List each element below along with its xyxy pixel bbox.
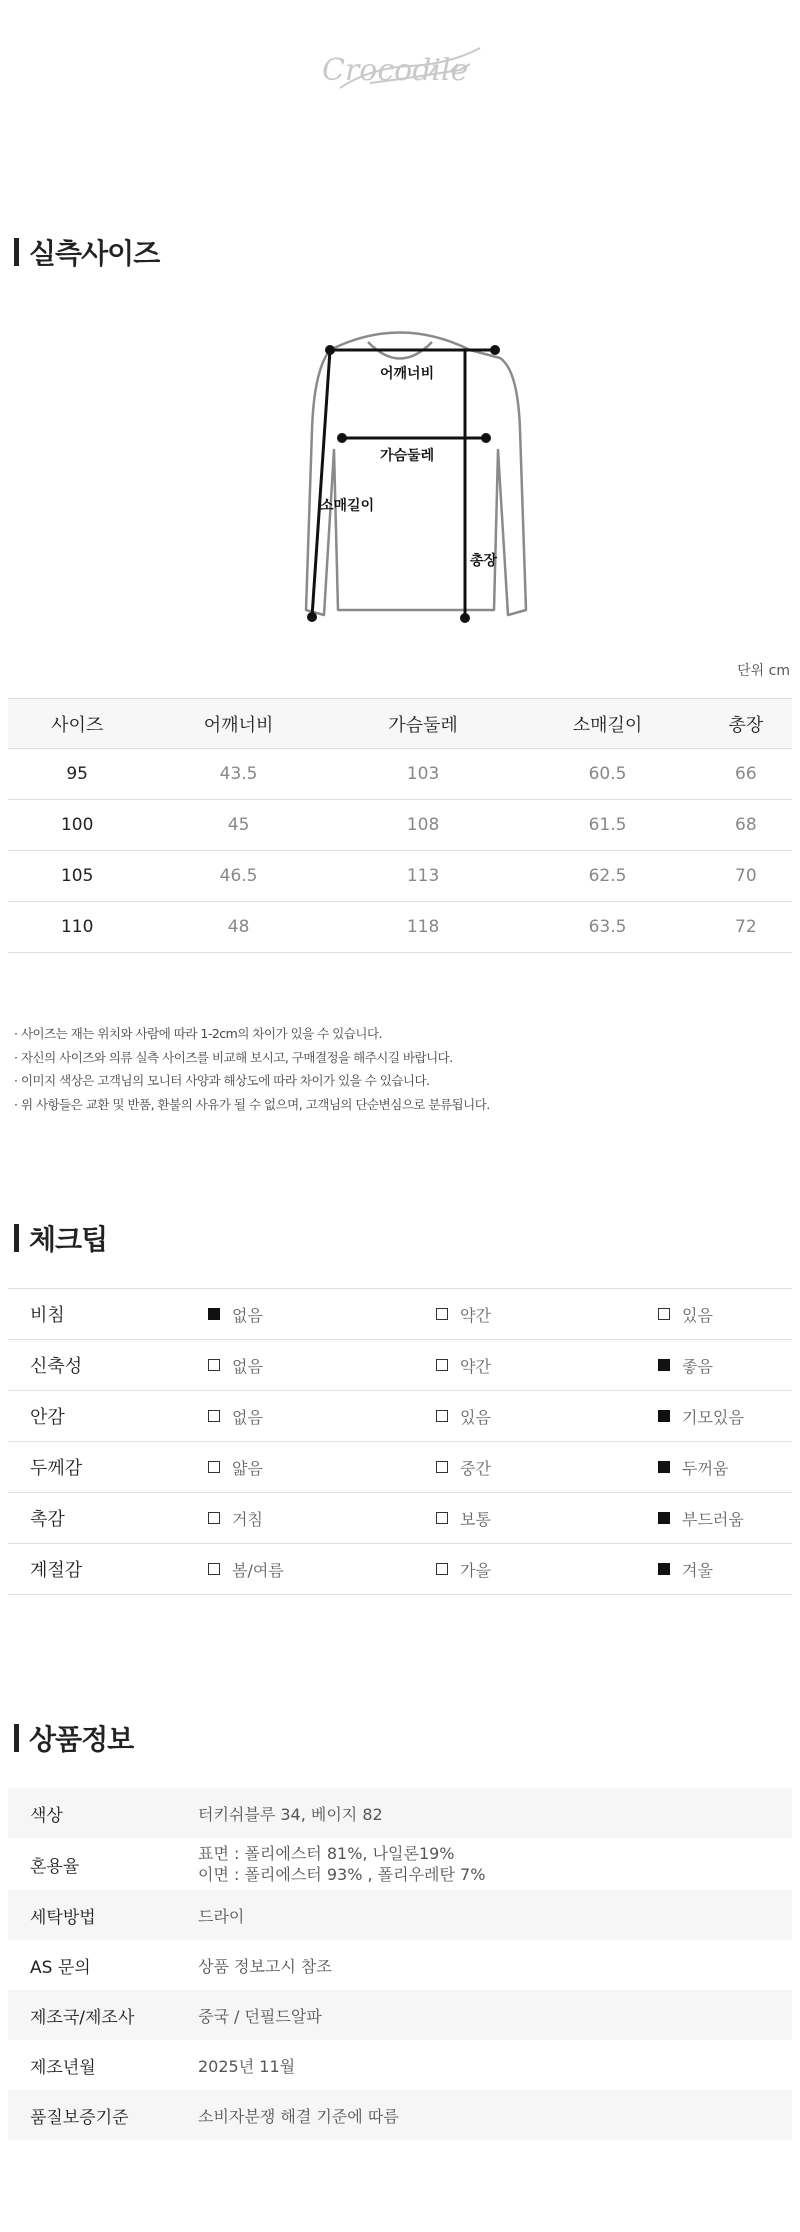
logo-text: Crocodile: [322, 53, 469, 88]
header-shoulder: 어깨너비: [146, 699, 330, 749]
cell: 63.5: [515, 902, 699, 953]
cell: 62.5: [515, 851, 699, 902]
checktip-option-label: 부드러움: [682, 1509, 744, 1529]
checktip-option: [436, 1405, 491, 1428]
note-line: · 사이즈는 재는 위치와 사람에 따라 1-2cm의 차이가 있을 수 있습니다.: [14, 1026, 383, 1041]
unchecked-box-icon: [436, 1410, 448, 1422]
info-value: 드라이: [198, 1890, 792, 1940]
info-value: 2025년 11월: [198, 2056, 296, 2076]
checktip-option-label: 중간: [460, 1458, 491, 1478]
cell: 100: [8, 800, 146, 851]
cell: 70: [700, 851, 792, 902]
checktip-option-cell: [658, 1289, 792, 1340]
checktip-row: [8, 1442, 792, 1493]
cell: 105: [8, 851, 146, 902]
checked-box-icon: [658, 1563, 670, 1575]
checktip-option-cell: [658, 1442, 792, 1493]
checktip-row: [8, 1544, 792, 1595]
checktip-option-cell: [436, 1493, 658, 1544]
checktip-option-label: 약간: [460, 1305, 491, 1325]
cell: 110: [8, 902, 146, 953]
measure-title: [14, 232, 159, 272]
checktip-option-cell: [658, 1340, 792, 1391]
checktip-row: [8, 1493, 792, 1544]
size-header-row: [8, 699, 792, 749]
checktip-option-cell: [658, 1493, 792, 1544]
label-shoulder: 어깨너비: [380, 366, 435, 382]
checktip-label: 계절감: [8, 1544, 208, 1595]
checktip-label: 안감: [8, 1391, 208, 1442]
info-row-color: [8, 1788, 792, 1838]
info-value-line: 표면 : 폴리에스터 81%, 나일론19%: [198, 1844, 455, 1863]
checked-box-icon: [658, 1359, 670, 1371]
info-label: 세탁방법: [8, 1890, 198, 1940]
cell: 118: [331, 902, 515, 953]
info-title: [14, 1718, 133, 1758]
table-row: [8, 902, 792, 953]
checktip-option: [658, 1405, 744, 1428]
info-value: 터키쉬블루 34, 베이지 82: [198, 1788, 792, 1838]
header-size: 사이즈: [8, 699, 146, 749]
info-label: 제조국/제조사: [8, 1990, 198, 2040]
label-sleeve: 소매길이: [320, 498, 375, 514]
title-bar: [14, 238, 19, 266]
info-row-date: [8, 2040, 792, 2090]
info-value: 소비자분쟁 해결 기준에 따름: [198, 2090, 792, 2140]
cell: 108: [331, 800, 515, 851]
checktip-option-label: 없음: [232, 1305, 263, 1325]
cell: 48: [146, 902, 330, 953]
checktip-option: [436, 1354, 491, 1377]
checktip-option-cell: [436, 1391, 658, 1442]
checktip-option-label: 약간: [460, 1356, 491, 1376]
checktip-option-label: 없음: [232, 1356, 263, 1376]
unchecked-box-icon: [436, 1563, 448, 1575]
unchecked-box-icon: [436, 1512, 448, 1524]
unchecked-box-icon: [208, 1512, 220, 1524]
cell: 95: [8, 749, 146, 800]
table-row: [8, 800, 792, 851]
checktip-option: [208, 1405, 263, 1428]
cell: 103: [331, 749, 515, 800]
checktip-option: [208, 1354, 263, 1377]
checktip-option-label: 좋음: [682, 1356, 713, 1376]
checktip-table: [8, 1288, 792, 1595]
checktip-option: [436, 1456, 491, 1479]
cell: 68: [700, 800, 792, 851]
info-value: [198, 1838, 792, 1890]
checktip-option: [658, 1456, 728, 1479]
checktip-option-cell: [208, 1340, 436, 1391]
checktip-option-label: 보통: [460, 1509, 491, 1529]
label-length: 총장: [470, 553, 498, 569]
checktip-row: [8, 1340, 792, 1391]
title-bar: [14, 1724, 19, 1752]
unchecked-box-icon: [208, 1563, 220, 1575]
checktip-option: [658, 1507, 744, 1530]
checktip-option-label: 있음: [682, 1305, 713, 1325]
cell: 60.5: [515, 749, 699, 800]
unchecked-box-icon: [208, 1410, 220, 1422]
header-length: 총장: [700, 699, 792, 749]
checktip-option-label: 기모있음: [682, 1407, 744, 1427]
info-value-line: 이면 : 폴리에스터 93% , 폴리우레탄 7%: [198, 1865, 486, 1884]
checktip-label: 촉감: [8, 1493, 208, 1544]
checktip-title: [14, 1218, 107, 1258]
info-label: 혼용율: [30, 1856, 80, 1877]
unchecked-box-icon: [208, 1359, 220, 1371]
checktip-option-cell: [208, 1493, 436, 1544]
checktip-option-label: 있음: [460, 1407, 491, 1427]
table-row: [8, 749, 792, 800]
checktip-option: [208, 1303, 263, 1326]
checktip-option-label: 없음: [232, 1407, 263, 1427]
checktip-option-label: 거침: [232, 1509, 263, 1529]
cell: 45: [146, 800, 330, 851]
note-line: · 위 사항들은 교환 및 반품, 환불의 사유가 될 수 없으며, 고객님의 단순변심으로 분류됩니다.: [14, 1096, 490, 1112]
size-table: [8, 698, 792, 953]
info-label: AS 문의: [30, 1957, 91, 1978]
info-row-composition: [8, 1838, 792, 1890]
checked-box-icon: [658, 1461, 670, 1473]
checktip-option-label: 겨울: [682, 1560, 713, 1580]
cell: 66: [700, 749, 792, 800]
checktip-option-label: 가을: [460, 1560, 491, 1580]
info-value: 중국 / 던필드알파: [198, 1990, 792, 2040]
title-bar: [14, 1224, 19, 1252]
checktip-option-cell: [436, 1544, 658, 1595]
note-line: · 자신의 사이즈와 의류 실측 사이즈를 비교해 보시고, 구매결정을 해주시길 바랍니다.: [14, 1049, 453, 1065]
checked-box-icon: [208, 1308, 220, 1320]
checktip-option: [208, 1507, 263, 1530]
checktip-option: [436, 1303, 491, 1326]
info-row-as: [8, 1940, 792, 1990]
crocodile-logo: [310, 28, 490, 108]
checktip-label: 비침: [8, 1289, 208, 1340]
tshirt-diagram: [250, 320, 550, 630]
info-title-text: 상품정보: [29, 1723, 134, 1756]
checktip-label: 신축성: [8, 1340, 208, 1391]
checked-box-icon: [658, 1410, 670, 1422]
unchecked-box-icon: [658, 1308, 670, 1320]
unchecked-box-icon: [208, 1461, 220, 1473]
info-label: 색상: [8, 1788, 198, 1838]
checktip-label: 두께감: [8, 1442, 208, 1493]
unchecked-box-icon: [436, 1308, 448, 1320]
checktip-row: [8, 1391, 792, 1442]
checktip-option-cell: [658, 1391, 792, 1442]
product-info-table: [8, 1788, 792, 2140]
measure-title-text: 실측사이즈: [29, 237, 160, 270]
checked-box-icon: [658, 1512, 670, 1524]
checktip-option: [436, 1558, 491, 1581]
checktip-option: [658, 1303, 713, 1326]
cell: 61.5: [515, 800, 699, 851]
cell: 46.5: [146, 851, 330, 902]
checktip-option-cell: [208, 1442, 436, 1493]
unchecked-box-icon: [436, 1359, 448, 1371]
checktip-option: [208, 1558, 284, 1581]
checktip-option-cell: [208, 1391, 436, 1442]
info-row-maker: [8, 1990, 792, 2040]
checktip-option-label: 두꺼움: [682, 1458, 729, 1478]
size-notes: [14, 1022, 490, 1116]
header-sleeve: 소매길이: [515, 699, 699, 749]
checktip-option: [658, 1558, 713, 1581]
header-chest: 가슴둘레: [331, 699, 515, 749]
info-row-warranty: [8, 2090, 792, 2140]
cell: 113: [331, 851, 515, 902]
unchecked-box-icon: [436, 1461, 448, 1473]
table-row: [8, 851, 792, 902]
info-value: 상품 정보고시 참조: [198, 1956, 332, 1976]
note-line: · 이미지 색상은 고객님의 모니터 사양과 해상도에 따라 차이가 있을 수 있습니다.: [14, 1073, 430, 1088]
checktip-option-cell: [436, 1442, 658, 1493]
cell: 43.5: [146, 749, 330, 800]
checktip-row: [8, 1289, 792, 1340]
checktip-option-cell: [436, 1340, 658, 1391]
checktip-option-label: 봄/여름: [232, 1560, 284, 1580]
checktip-option-cell: [658, 1544, 792, 1595]
checktip-option: [208, 1456, 263, 1479]
checktip-option-label: 얇음: [232, 1458, 263, 1478]
checktip-option-cell: [208, 1289, 436, 1340]
checktip-title-text: 체크팁: [29, 1223, 108, 1256]
unit-label: 단위 cm: [737, 663, 790, 679]
info-label: 품질보증기준: [8, 2090, 198, 2140]
checktip-option-cell: [436, 1289, 658, 1340]
cell: 72: [700, 902, 792, 953]
info-row-washing: [8, 1890, 792, 1940]
checktip-option: [658, 1354, 713, 1377]
checktip-option: [436, 1507, 491, 1530]
label-chest: 가슴둘레: [380, 448, 435, 464]
info-label: 제조년월: [30, 2057, 96, 2078]
checktip-option-cell: [208, 1544, 436, 1595]
